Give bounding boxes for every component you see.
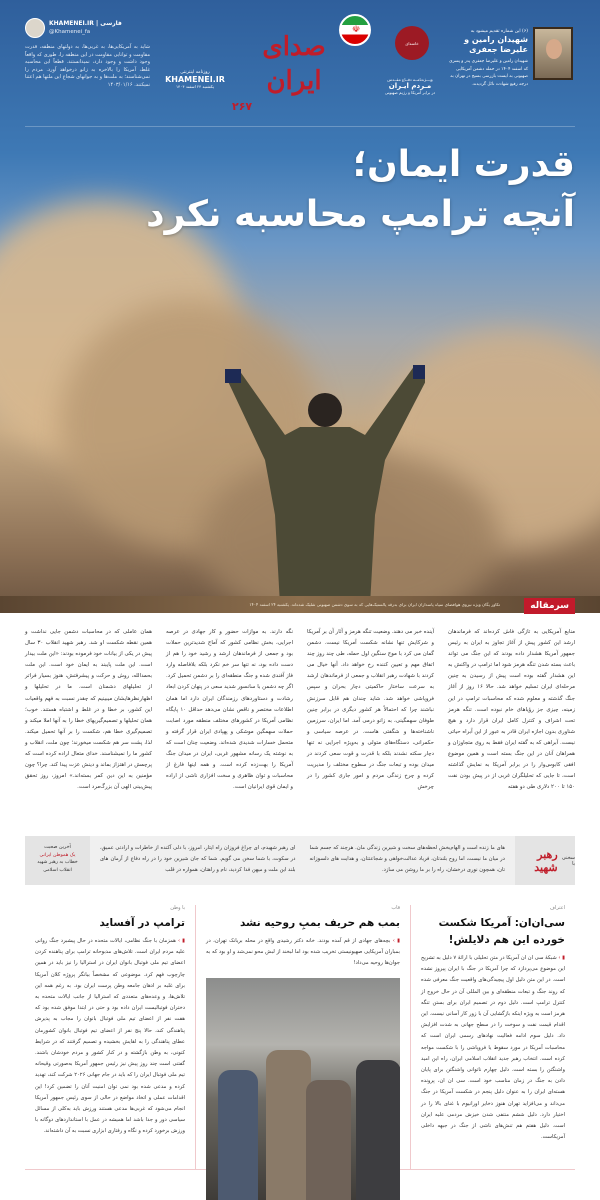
slogan <box>375 77 445 95</box>
quote-box <box>25 836 575 885</box>
editorial-column: همان عاملی که در محاسبات دشمن جایی نداشت و همین نقطه شکست او شد. رهبر شهید انقلاب ۳۰ سال پیش در یکی از بیانات خود فرموده بودند: «این ملت بیدار است. این ملت پایبند به ایمان خود است. این ملت بحمدالله، روش و حرکت و پیشرفتش، هنوز بسیار فراتر از تحلیلهای دشمنان است. ما در تحلیلها و اظهارنظرهایشان میبینیم که چقدر نسبت به فهم واقعیات این کشور، بر خطا و در غلط و اشتباه هستند. خوب؛ همان تحلیلها و تصمیم‌گیریهای خطا را به آنها املا میکند و تصمیم‌گیری خطا هم، شکست را بر آنها تحمیل میکند. لذا، پشت سر هم شکست میخورند؛ چون ملت، انقلاب و کشور ما را نمیشناسند. خدای متعال اراده کرده است که پرچمش در اهتزاز بماند و دینش عزت پیدا کند. چرا؟ چون مؤمنین به این دین کمر بسته‌اند.» امروز، روز تحقق پیش‌بینی الهی آن بزرگ‌مرد است. <box>25 629 152 791</box>
dedication-kicker: (۶) این شماره تقدیم میشود به <box>470 29 528 34</box>
issue-number: ۲۶۷ <box>232 100 253 113</box>
quote-side-4: انقلاب اسلامی <box>43 867 72 873</box>
person <box>266 1050 311 1200</box>
article-title[interactable]: ترامپ در آفساید <box>99 917 185 929</box>
main-headline <box>146 140 575 240</box>
logo-text: صدای ایران <box>262 32 326 96</box>
headline-line-1: قدرت ایمان؛ <box>352 144 575 185</box>
bottom-articles <box>25 905 575 1170</box>
quote-side-3: خطاب به رهبر شهید <box>37 860 78 865</box>
photo-caption: تکاور یگان ویژه نیروی هوافضای سپاه پاسداران ایران برای بدرقه پالستیک‌هایی که به سوی دشمن صهیونی شلیک شده‌اند. یکشنبه ۲۴ اسفند ۱۴۰۴ <box>0 596 600 613</box>
editorial-column: نگه دارند. به موازات حضور و کار جهادی در عرصه اجرایی، بخش نظامی کشور که آماج شدیدترین حملات بود و جمعی از فرماندهان ارشد و رشید خود را هم از دست داده بود، نه تنها سر خم نکرد بلکه بلافاصله وارد فاز آفندی شده و جنگ منطقه‌ای را بر دشمن تحمیل کرد. اگر چه دشمن با سانسور شدید سعی در پنهان کردن ابعاد رشادت و دستاوردهای رزمندگان ایران دارد اما همان اطلاعات مختصر و ناقص نشان می‌دهد حداقل ۱۰ پایگاه نظامی آمریکا در کشورهای مختلف منطقه مورد اصابت حملات سهمگین موشکی و پهپادی ایران قرار گرفته و متحمل خسارات شدیدی شده‌اند. وضعیت چنان است که به نوشته یک رسانه مشهور غربی، ایران در میدان جنگ آمریکا را بهت‌زده کرده است. و همه اینها فارغ از محاسبات و توان ظاهری و سخت افزاری ناشی از اراده و ایمان قوی ایرانیان است. <box>166 629 293 791</box>
soldier-figure <box>225 365 425 605</box>
site-label: روزنامه اینترنتی <box>180 70 210 75</box>
bullet-icon: ▮ › <box>178 938 186 944</box>
article-title[interactable]: بمب هم حریف بمبِ روحیه نشد <box>239 917 400 929</box>
dedication-text: شهیدان رامین و علیرضا جعفری پدر و پسری که اسفند ۱۴۰۴ در حمله دشمن آمریکایی صهیونی به ایست بازرسی بسیج در تهران به درجه رفیع شهادت نائل گردیدند. <box>449 59 528 87</box>
quote-text-1: ای رهبر شهیدم، ای چراغ فروزان راه ایثار، امروز، با دلی آکنده از خاطرات و ارادتی عمیق، در سکوت، با شما سخن می گویم. شما که جان شیرین خود را در راه دفاع از آرمان های بلند این ملت و میهن فدا کردید، نام و راهتان، همواره در قلب <box>100 845 296 873</box>
site-info <box>160 70 230 89</box>
martyr-dedication <box>446 28 528 88</box>
quote-side <box>25 836 90 885</box>
article-cnn <box>410 905 575 1170</box>
article-kicker: قاب <box>391 905 400 911</box>
quote-side-2: یک هموطن ایرانی <box>39 852 76 858</box>
volunteers-photo <box>206 978 400 1200</box>
seal-icon: خامنه‌ای <box>395 26 429 60</box>
editorial-body <box>25 627 575 793</box>
editorial-column: منابع آمریکایی به تازگی فاش کرده‌اند که فرماندهان ارشد این کشور پیش از آغاز تجاوز به ایران به رئیس جمهور آمریکا هشدار داده بودند که این جنگ می تواند باعث بسته شدن تنگه هرمز شود اما ترامپ در واکنش به این هشدار گفته بوده است پیش از رسیدن به چنین مرحله‌ای ایران تسلیم خواهد شد. حالا ۱۶ روز از آغاز جنگ گذشته و معلوم شده که محاسبات ترامپ در این زمینه، چیزی جز رؤیاهای خام نبوده است. تنگه هرمز تحت اشراف و کنترل کامل ایران قرار دارد و هیچ شناوری بدون اجازه ایران قادر به عبور از این آبراه حیاتی نیست. آبراهی که به گفته ایران فقط به روی متجاوزان و همراهان آنان در این جنگ بسته است و همین موضوع افقی کابوس‌وار را در برابر آمریکا به نمایش گذاشته است، تا جایی که تحلیلگران غربی از در پیش بودن نفت ۱۵۰ تا ۲۰۰ دلاری طی دو هفته <box>448 629 575 791</box>
tweet-handle: @Khamenei_fa <box>49 29 91 35</box>
quote-text-2: های ما زنده است و الهام‌بخش لحظه‌های سخت و شیرین زندگی مان. هرچند که جسم شما در میان ما نیست، اما روح بلندتان، فریاد عدالت‌خواهی و شجاعتتان، و هدایت های دلسوزانه تان، همچون نوری درخشان، راه را بر ما روشن می سازد. <box>309 845 505 873</box>
avatar <box>25 18 45 38</box>
article-photo <box>195 905 410 1170</box>
bullet-icon: ▮ › <box>558 955 565 961</box>
article-text: شبکهٔ سی ان ان آمریکا در متن تحلیلی با ارائهٔ ۷ دلیل به تشریح این موضوع می‌پردازد که چرا آمریکا در جنگ با ایران پیروز نشده است. در این متن دلیل اول پیچیدگی‌های واقعیت جنگ معرفی شده که روند جنگ و تبعات منطقه‌ای و بین المللی آن در حال خروج از کنترل ترامپ است. دلیل دوم در تصمیم ایران برای بستن تنگه هرمز است به ویژه اینکه بازگشایی آن با زور کار آسانی نیست. این اقدام قیمت نفت و سوخت را در سطح جهانی به شدت افزایش داد. دلیل سوم ادامه فعالیت نهادهای رسمی ایران است که محاسبات آمریکا در مورد سقوط یا فروپاشی را با شکست مواجه کرده است. انتخاب رهبر جدید انقلاب اسلامی ایران، راه این امید واشنگتن را بسته است. دلیل چهارم ناتوانی واشنگتن برای پایان دادن به جنگ در زمان مناسب خود است. سی ان ان، پرونده هسته‌ای ایران را به عنوان دلیل پنجم در شکست آمریکا در جنگ می‌داند و می‌افزاید تهران هنوز ذخایر اورانیوم با غنای بالا را در اختیار دارد. دلیل ششم منتفی شدن خیزش مردمی علیه ایران است. دلیل هفتم هم تنش‌های ناشی از جنگ در جبهه داخلی آمریکاست. <box>421 955 565 1141</box>
slogan-sub: در برابر آمریکا و رژیم صهیونی <box>384 90 436 95</box>
article-text: بچه‌های جهادی از قم آمده بودند. خانه دکتر رشیدی واقع در محله بریانک تهران، در بمباران آمریکایی صهیونیستی تخریب شده بود اما لبخند از لبش محو نمی‌شد و او بود که به جوان‌ها روحیه می‌داد! <box>206 938 400 967</box>
site-url[interactable]: KHAMENEI.IR <box>165 75 225 84</box>
martyr-photo <box>533 27 573 80</box>
person <box>218 1070 258 1200</box>
slogan-main: مـردم ایـران <box>388 82 432 90</box>
issue-date: یکشنبه ۲۴ اسفند ۱۴۰۴ <box>176 84 214 89</box>
divider <box>25 126 575 127</box>
quote-text <box>90 836 515 885</box>
headline-line-2: آنچه ترامپ محاسبه نکرد <box>146 194 575 235</box>
editorial-column: آینده خبر می دهند. وضعیت تنگه هرمز و آثار آن بر آمریکا و شرکایش تنها نشانه شکست آمریکا نیست. دشمن گمان می کرد با موج سنگین اول حمله، طی چند روز چند اتفاق مهم و تعیین کننده رخ خواهد داد. آنها خیال می کردند با شهادت رهبر انقلاب و جمعی از فرماندهان ارشد به سرعت ساختار حاکمیتی دچار بحران و سپس فروپاشی خواهد شد. شاید چندان هم قابل سرزنش نباشند چرا که احتمالاً هر کشور دیگری در برابر چنین طوفان سهمگینی، به زانو درمی آمد. اما ایران، سرزمین ناشناخته‌ها و شگفتی هاست. در عرصه سیاسی و حکمرانی، دستگاه‌های متولی و به‌ویژه اجرایی نه تنها دچار سکته نشدند بلکه با قدرت و قوت سعی کردند در میدان بوده و تبعات جنگ در سطوح مختلف را مدیریت کرده و چرخ زندگی مردم و امور جاری کشور را در چرخش <box>307 629 434 791</box>
quote-logo-main: رهبر شهید <box>534 847 558 874</box>
article-title[interactable]: سی‌ان‌ان: آمریکا شکست خورده این هم دلایلش! <box>438 917 565 946</box>
article-kicker: اعتراف <box>549 905 565 911</box>
iran-flag-icon: ☫ <box>339 14 371 46</box>
quote-logo-prefix: سخنی با <box>561 854 575 867</box>
article-kicker: با وطن <box>170 905 185 911</box>
person <box>306 1080 351 1200</box>
bullet-icon: ▮ › <box>392 938 400 944</box>
editorial-tag: سرمقاله <box>524 598 575 614</box>
article-trump <box>25 905 195 1170</box>
person <box>356 1060 400 1200</box>
slogan-top: ویـــژه‌نامــه‌ دفــاع مقــدس <box>387 77 433 82</box>
dedication-title: شهیدان رامین و علیرضا جعفری <box>464 35 528 54</box>
masthead <box>0 0 600 130</box>
tweet-name: KHAMENEI.IR | فارسی <box>49 20 122 27</box>
tweet-text: شاید به آمریکایی‌ها، به غربی‌ها، به دولتهای منطقه، قدرت مقاومت و توانایی مقاومت در این منطقه را، طوری که واقعاً وجود داشت و وجود دارد، نمیدانستند. قطعاً این محاسبه غلط، آمریکا را بالاخره به زانو درخواهد آورد. مردم را نمی‌شناسند؛ به ملت‌ها و به جوانهای شجاع این ملتها هم اعتنا نمیکنند. ۱۴۰۳/۰۱/۱۶ <box>25 44 150 88</box>
article-text: همزمان با جنگ نظامی، ایالات متحده در حال پیشبرد جنگ روانی علیه مردم ایران است. تلاش‌های مذبوحانه ترامپ برای پناهنده کردن اعضای تیم ملی فوتبال بانوان ایران در استرالیا را نیز باید در همین چارچوب فهم کرد. موضوعی که مشخصاً بیانگر پروژه کلان آمریکا برای غلبه بر اذهان جامعه وطن پرست ایران بود. به رغم همه این تلاش‌ها، و وعده‌های متعددی که استرالیا از جانب ایالات متحده به دختران فوتبالیست ایران داده بود و حتی در ابتدا موفق شده بود که هفت نفر از اعضای تیم ملی فوتبال بانوان را مجاب به پذیرش پناهندگی کند، حالا پنج نفر از اعضای تیم فوتبال بانوان کشورمان عطای پناهندگی را به لقایش بخشیده و تصمیم گرفتند که در شرایط کنونی، به وطن بازگشته و در کنار کشور و مردم خودشان باشند. گفتنی است چند روز پیش نیز رئیس جمهور آمریکا به‌صورتی وقیحانه تیم ملی فوتبال ایران را که باید در جام جهانی ۲۰۲۶ شرکت کند، تهدید کرده و مدعی شده بود نمی توان امنیت آنان را تضمین کرد! این اقدامات عملی و اتخاذ مواضع در حالی از سوی رئیس جمهور آمریکا انجام می‌شود که غربی‌ها مدعی هستند ورزش باید به‌کلی از مسائل سیاسی دور و جدا باشد اما همیشه در عمل با استانداردهای دوگانه با ورزش برخورد کرده و نگاه و رفتاری ابزاری نسبت به آن داشته‌اند. <box>35 938 185 1135</box>
quote-logo <box>515 836 575 885</box>
quote-side-1: آخرین صحبت <box>44 845 71 850</box>
